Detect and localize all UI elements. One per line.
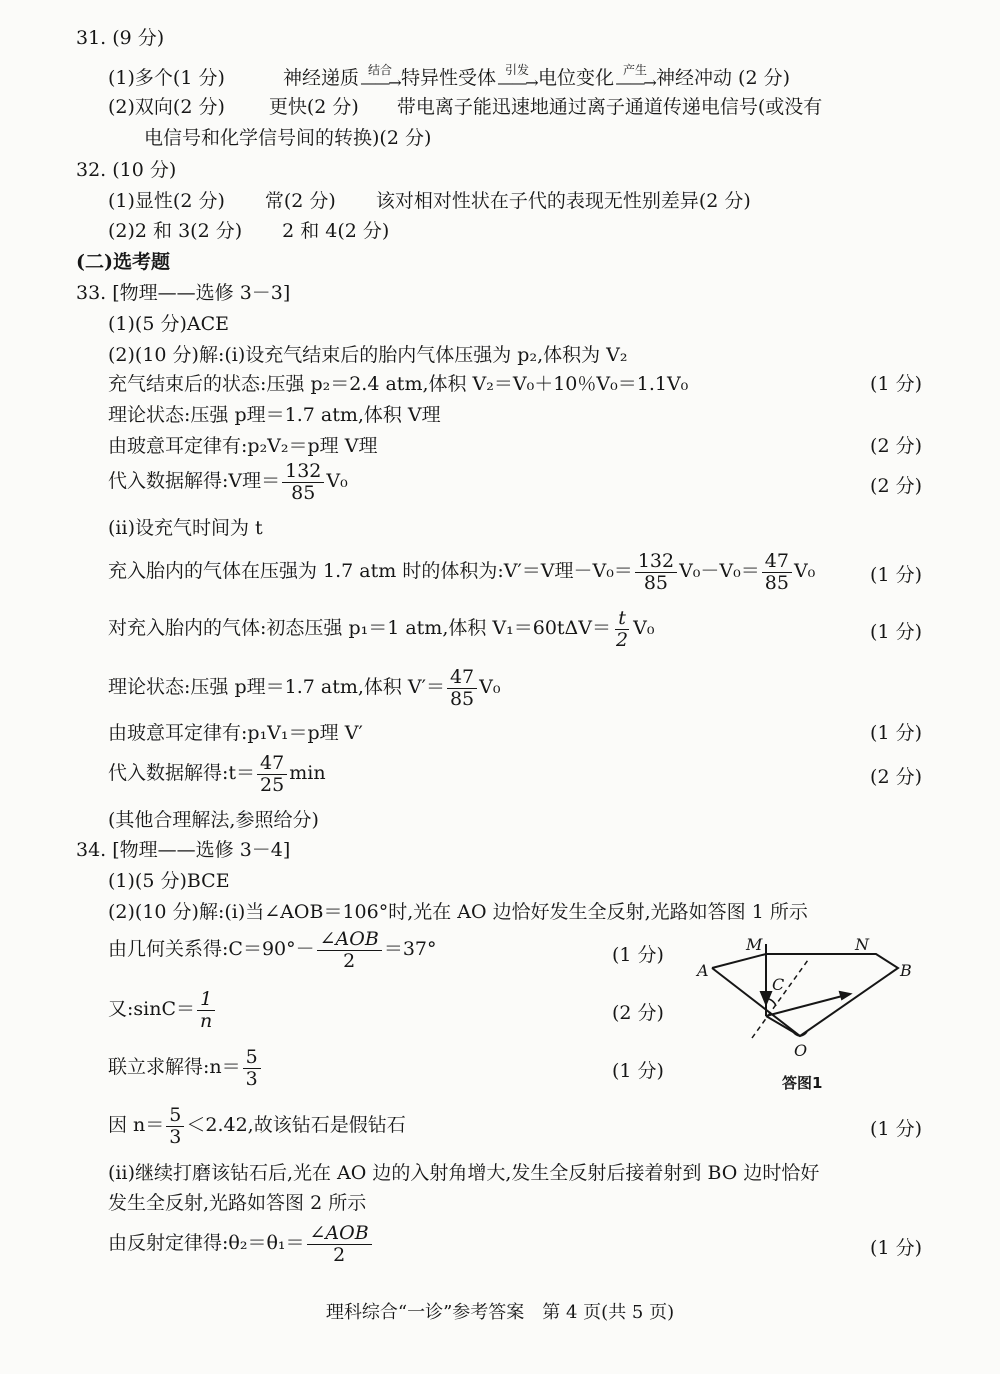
score: (1 分)	[612, 944, 664, 966]
q33-line10: 理论状态:压强 p理＝1.7 atm,体积 V′＝ $\frac{47}{85}$ V₀	[108, 665, 501, 710]
label-M: M	[746, 935, 763, 954]
q32-part2: (2)2 和 3(2 分) 2 和 4(2 分)	[108, 220, 390, 242]
q31-part2-cont: 电信号和化学信号间的转换)(2 分)	[144, 127, 432, 149]
label-N: N	[855, 935, 869, 954]
fraction: $\frac{132}{85}$	[635, 551, 677, 594]
score: (1 分)	[870, 621, 922, 643]
q33-note: (其他合理解法,参照给分)	[108, 809, 319, 831]
q34-line3: 由几何关系得:C＝90°－ $\frac{\text{∠AOB}}{2}$ ＝37°	[108, 927, 437, 972]
section-heading: (二)选考题	[76, 251, 170, 273]
fraction: $\frac{5}{3}$	[166, 1105, 184, 1148]
fraction: $\frac{\text{∠AOB}}{2}$	[307, 1223, 372, 1266]
score: (2 分)	[612, 1002, 664, 1024]
label-B: B	[900, 961, 912, 980]
normal-line	[752, 960, 808, 1038]
fraction: $\frac{132}{85}$	[282, 461, 324, 504]
flow-node-1: 神经递质	[282, 67, 359, 89]
q34-line8: 发生全反射,光路如答图 2 所示	[108, 1192, 367, 1214]
score: (1 分)	[870, 564, 922, 586]
q34-line9: 由反射定律得:θ₂＝θ₁＝ $\frac{\text{∠AOB}}{2}$	[108, 1222, 374, 1266]
score: (1 分)	[870, 1237, 922, 1259]
label-C: C	[772, 975, 785, 994]
q34-part1: (1)(5 分)BCE	[108, 870, 230, 892]
q33-line3: 充气结束后的状态:压强 p₂＝2.4 atm,体积 V₂＝V₀＋10％V₀＝1.1V₀	[108, 373, 689, 395]
q34-line5: 联立求解得:n＝ $\frac{5}{3}$	[108, 1046, 263, 1090]
figure-caption: 答图1	[782, 1074, 823, 1092]
arrow-head-icon	[840, 992, 850, 999]
label-A: A	[697, 961, 709, 980]
fraction: $\frac{47}{25}$	[257, 753, 287, 796]
q33-line5: 由玻意耳定律有:p₂V₂＝p理 V理	[108, 435, 378, 457]
flow-arrow-1: 结合 ——→	[360, 63, 400, 92]
q34-part2: (2)(10 分)解:(ⅰ)当∠AOB＝106°时,光在 AO 边恰好发生全反射,光路如答图 1 所示	[108, 901, 808, 923]
fraction: $\frac{1}{n}$	[197, 989, 215, 1032]
fraction: $\frac{t}{2}$	[616, 606, 629, 651]
q34-line6: 因 n＝ $\frac{5}{3}$ ＜2.42,故该钻石是假钻石	[108, 1103, 406, 1148]
q34-heading: 34. [物理——选修 3－4]	[76, 839, 291, 861]
q31-heading: 31. (9 分)	[76, 27, 165, 49]
reflected-ray	[766, 994, 850, 1016]
score: (1 分)	[870, 373, 922, 395]
page-footer: 理科综合“一诊”参考答案 第 4 页(共 5 页)	[325, 1302, 675, 1323]
q33-line9: 对充入胎内的气体:初态压强 p₁＝1 atm,体积 V₁＝60tΔV＝ $\frac{t}{2}$ V₀	[108, 606, 655, 651]
fraction: $\frac{5}{3}$	[243, 1047, 261, 1090]
q34-line4: 又:sinC＝ $\frac{1}{n}$	[108, 988, 217, 1032]
q32-part1: (1)显性(2 分) 常(2 分) 该对相对性状在子代的表现无性别差异(2 分)	[108, 190, 751, 212]
flow-arrow-2: 引发 ——→	[497, 63, 537, 92]
q32-heading: 32. (10 分)	[76, 159, 177, 181]
flow-node-2: 特异性受体	[400, 67, 496, 89]
score: (1 分)	[612, 1060, 664, 1082]
q31-part2: (2)双向(2 分) 更快(2 分) 带电离子能迅速地通过离子通道传递电信号(或没有	[108, 96, 823, 118]
score: (1 分)	[870, 722, 922, 744]
score: (1 分)	[870, 1118, 922, 1140]
optics-diagram	[690, 928, 930, 1098]
score: (2 分)	[870, 766, 922, 788]
q33-part1: (1)(5 分)ACE	[108, 313, 229, 335]
fraction: $\frac{\text{∠AOB}}{2}$	[317, 929, 382, 972]
q34-line7: (ⅱ)继续打磨该钻石后,光在 AO 边的入射角增大,发生全反射后接着射到 BO 边时恰好	[108, 1162, 820, 1184]
diamond-outline	[712, 954, 898, 1036]
flow-node-3: 电位变化	[538, 67, 615, 89]
q31-part1	[108, 64, 790, 90]
q33-line6: 代入数据解得:V理＝ $\frac{132}{85}$ V₀	[108, 459, 348, 504]
q33-line7: (ⅱ)设充气时间为 t	[108, 517, 263, 539]
q33-part2: (2)(10 分)解:(ⅰ)设充气结束后的胎内气体压强为 p₂,体积为 V₂	[108, 344, 628, 366]
label-O: O	[794, 1041, 808, 1060]
score: (2 分)	[870, 435, 922, 457]
flow-node-4: 神经冲动 (2 分)	[656, 67, 791, 89]
q31-part1-answer: (1)多个(1 分)	[108, 67, 225, 89]
q33-line11: 由玻意耳定律有:p₁V₁＝p理 V′	[108, 722, 363, 744]
fraction: $\frac{47}{85}$	[762, 551, 792, 594]
q33-line8: 充入胎内的气体在压强为 1.7 atm 时的体积为:V′＝V理－V₀＝ $\frac{132}{85}$ V₀－V₀＝ $\frac{47}{85}$ V₀	[108, 549, 816, 594]
q33-heading: 33. [物理——选修 3－3]	[76, 282, 291, 304]
q33-line4: 理论状态:压强 p理＝1.7 atm,体积 V理	[108, 404, 441, 426]
fraction: $\frac{47}{85}$	[447, 667, 477, 710]
flow-arrow-3: 产生 ——→	[615, 63, 655, 92]
score: (2 分)	[870, 475, 922, 497]
q33-line12: 代入数据解得:t＝ $\frac{47}{25}$ min	[108, 751, 326, 796]
